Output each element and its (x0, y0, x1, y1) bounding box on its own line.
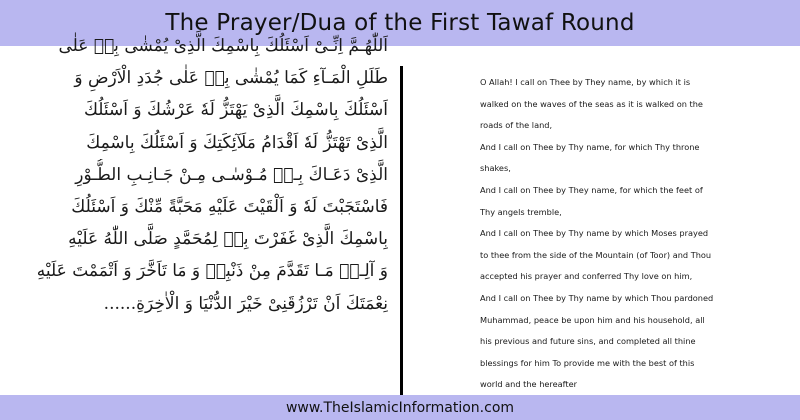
english-line: And I call on Thee by Thy name, for which Thy throne (480, 141, 700, 152)
english-line: Muhammad, peace be upon him and his household, all (480, 314, 705, 325)
english-line: And I call on Thee by They name, for which the feet of (480, 184, 703, 195)
column-divider (400, 66, 403, 395)
english-line: shakes, (480, 163, 511, 174)
arabic-line: اَسْئَلُكَ بِاسْمِكَ الَّذِیْ یَهْتَزُّ لَهٗ عَرْشُكَ وَ اَسْئَلُكَ (83, 100, 388, 121)
english-line: walked on the waves of the seas as it is walked on the (480, 98, 703, 109)
english-line: O Allah! I call on Thee by They name, by which it is (480, 77, 691, 87)
english-line: Thy angels tremble, (480, 206, 562, 217)
arabic-line: فَاسْتَجَبْتَ لَهٗ وَ اَلْقَیْتَ عَلَیْهِ مَحَبَّةً مِّنْكَ وَ اَسْئَلُكَ (71, 197, 388, 218)
english-line: roads of the land, (480, 120, 553, 131)
arabic-line: الَّذِیْ دَعَـاكَ بِـهٖ مُـوْسٰـی مِـنْ جَـانِـبِ الطُّـوْرِ (75, 164, 388, 185)
page-title: The Prayer/Dua of the First Tawaf Round (165, 10, 635, 36)
english-line: And I call on Thee by Thy name by which Moses prayed (480, 228, 709, 239)
english-translation (480, 72, 782, 396)
english-line: accepted his prayer and conferred Thy love on him, (480, 271, 693, 282)
footer-banner (0, 395, 800, 420)
english-line: blessings for him To provide me with the best of this (480, 357, 695, 368)
arabic-line: اَللّٰهُـمَّ اِنِّـیْ اَسْئَلُكَ بِاسْمِكَ الَّذِیْ یُمْشٰی بِهٖ عَلٰی (58, 36, 388, 56)
english-line: world and the hereafter (480, 379, 578, 390)
english-line: his previous and future sins, and completed all thine (480, 336, 696, 347)
english-line: And I call on Thee by Thy name by which Thou pardoned (480, 292, 714, 303)
arabic-line: طَلَلِ الْمَـآءِ كَمَا یُمْشٰی بِهٖ عَلٰی جُدَدِ الْاَرْضِ وَ (74, 68, 388, 89)
arabic-line: نِعْمَتَكَ اَنْ تَرْزُقَنِیْ خَیْرَ الدُّنْیَا وَ الْاٰخِرَةِ...... (103, 293, 388, 314)
arabic-line: بِاسْمِكَ الَّذِیْ غَفَرْتَ بِهٖ لِمُحَمَّدٍ صَلَّی اللّٰهُ عَلَیْهِ (68, 229, 388, 250)
arabic-line: وَ آلِـهٖ مَـا تَقَدَّمَ مِنْ ذَنْبِهٖ وَ مَا تَاَخَّرَ وَ اَتْمَمْتَ عَلَیْهِ (36, 261, 388, 282)
english-line: to thee from the side of the Mountain (of Toor) and Thou (480, 249, 712, 260)
arabic-line: الَّذِیْ تَهْتَزُّ لَهٗ اَقْدَامُ مَلَآئِكَتِكَ وَ اَسْئَلُكَ بِاسْمِكَ (86, 132, 388, 153)
arabic-dua-text (20, 30, 388, 348)
website-url: www.TheIslamicInformation.com (285, 399, 515, 416)
